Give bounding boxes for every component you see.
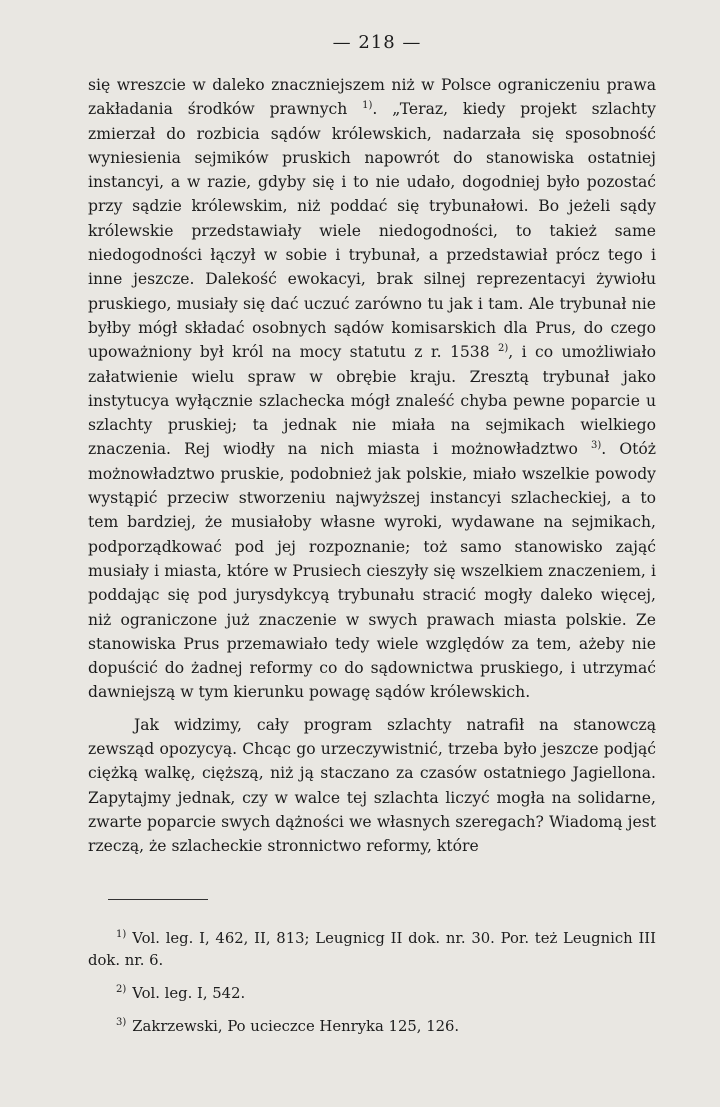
footnote-mark: 1) xyxy=(116,928,127,940)
footnote-text: Vol. leg. I, 462, II, 813; Leugnicg II dok. nr. 30. Por. też Leugnich III dok. nr. 6. xyxy=(88,929,656,969)
footnote-2 xyxy=(88,983,656,1005)
footnote-reference: 1) xyxy=(362,100,373,112)
text-run: , i co umożliwiało załatwienie wielu spraw w obrębie kraju. Zresztą trybunał jako instytucya wyłącznie szlachecka mógł znaleść chyba pewne poparcie u szlachty pruskiej; ta jednak nie miała na sejmikach wielkiego znaczenia. Rej wiodły na nich miasta i możnowładztwo xyxy=(88,343,656,459)
footnote-mark: 2) xyxy=(116,983,127,995)
footnote-divider xyxy=(108,899,208,900)
paragraph-1 xyxy=(88,73,656,705)
footnote-reference: 3) xyxy=(590,440,602,452)
footnote-1 xyxy=(88,928,656,972)
footnote-text: Vol. leg. I, 542. xyxy=(132,984,246,1002)
text-run: . Otóż możnowładztwo pruskie, podobnież jak polskie, miało wszelkie powody wystąpić przeciw stworzeniu najwyższej instancyi szlacheckiej, a to tem bardziej, że musiałoby własne wyroki, wydawane na sejmikach, podporządkować pod jej rozpoznanie; toż samo stanowisko zająć musiały i miasta, które w Prusiech cieszyły się wszelkiem znaczeniem, i poddając się pod jurysdykcyą trybunału stracić mogły daleko więcej, niż ograniczone już znaczenie w swych prawach miasta polskie. Ze stanowiska Prus przemawiało tedy wiele względów za tem, ażeby nie dopuścić do żadnej reformy co do sądownictwa pruskiego, i utrzymać dawniejszą w tym kierunku powagę sądów królewskich. xyxy=(88,440,656,702)
text-run: Jak widzimy, cały program szlachty natrafił na stanowczą zewsząd opozycyą. Chcąc go urzeczywistnić, trzeba było jeszcze podjąć ciężką walkę, cięższą, niż ją staczano za czasów ostatniego Jagiellona. Zapytajmy jednak, czy w walce tej szlachta liczyć mogła na solidarne, zwarte poparcie swych dążności we własnych szeregach? Wiadomą jest rzeczą, że szlacheckie stronnictwo reformy, które xyxy=(88,715,656,856)
text-run: . „Teraz, kiedy projekt szlachty zmierzał do rozbicia sądów królewskich, nadarzała się sposobność wyniesienia sejmików pruskich napowrót do stanowiska ostatniej instancyi, a w razie, gdyby się i to nie udało, dogodniej było pozostać przy sądzie królewskim, niż poddać się trybunałowi. Bo jeżeli sądy królewskie przedstawiały wiele niedogodności, to takież same niedogodności łączył w sobie i trybunał, a przedstawiał prócz tego i inne jeszcze. Dalekość ewokacyi, brak silnej reprezentacyi żywiołu pruskiego, musiały się dać uczuć zarówno tu jak i tam. Ale trybunał nie byłby mógł składać osobnych sądów komisarskich dla Prus, do czego upoważniony był król na mocy statutu z r. 1538 xyxy=(88,100,656,362)
text-run: się wreszcie w daleko znaczniejszem niż w Polsce ograniczeniu prawa zakładania środków prawnych xyxy=(88,76,656,119)
footnotes xyxy=(88,928,656,1038)
main-text xyxy=(88,73,656,859)
page-number: — 218 — xyxy=(332,32,422,53)
footnote-3 xyxy=(88,1016,656,1038)
paragraph-2 xyxy=(88,713,656,859)
footnote-mark: 3) xyxy=(116,1016,127,1028)
footnote-reference: 2) xyxy=(498,343,509,355)
footnote-text: Zakrzewski, Po ucieczce Henryka 125, 126. xyxy=(132,1017,460,1035)
